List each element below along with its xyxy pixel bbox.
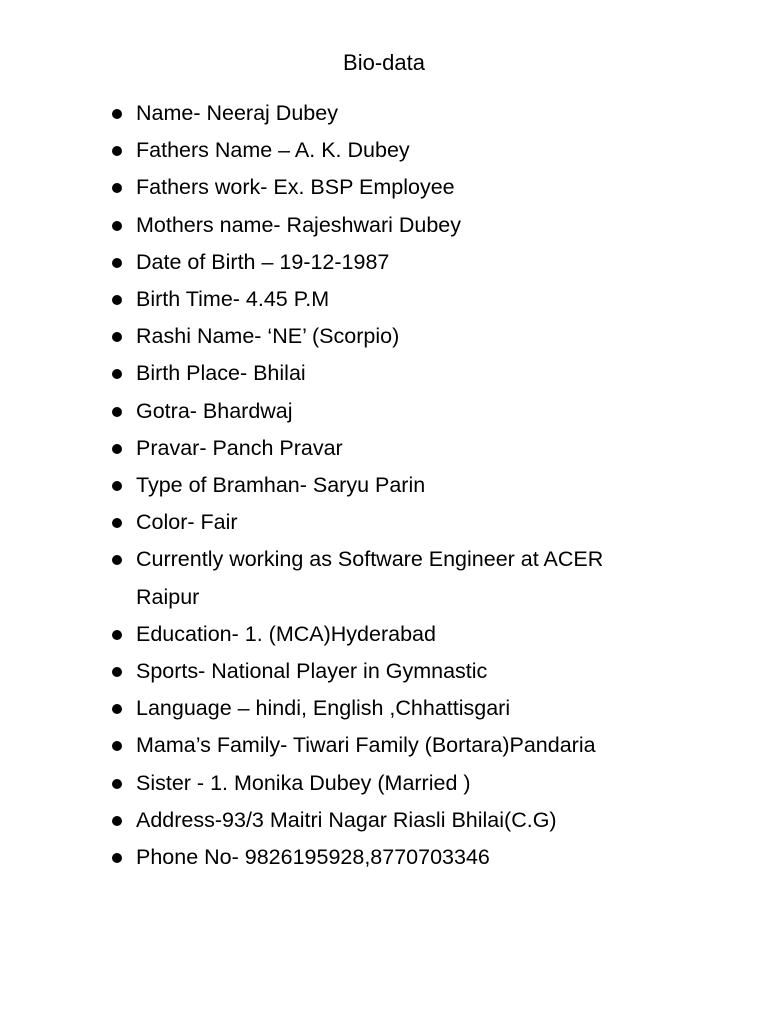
bullet-icon	[112, 109, 122, 119]
list-item-text: Fathers Name – A. K. Dubey	[136, 138, 410, 163]
list-item-sports	[0, 653, 700, 690]
list-item-text: Mama’s Family- Tiwari Family (Bortara)Pandaria	[136, 733, 596, 758]
bullet-icon	[112, 295, 122, 305]
list-item-pravar	[0, 430, 700, 467]
bullet-icon	[112, 444, 122, 454]
list-item-text: Language – hindi, English ,Chhattisgari	[136, 696, 511, 721]
list-item-text: Phone No- 9826195928,8770703346	[136, 845, 490, 870]
list-item-rashi-name	[0, 318, 700, 355]
list-item-education	[0, 616, 700, 653]
list-item-text: Date of Birth – 19-12-1987	[136, 249, 390, 274]
bio-list	[0, 95, 700, 876]
bullet-icon	[112, 816, 122, 826]
list-item-text: Currently working as Software Engineer at ACER Raipur	[136, 547, 604, 609]
list-item-text: Birth Place- Bhilai	[136, 361, 306, 386]
bullet-icon	[112, 221, 122, 231]
list-item-mothers-name	[0, 207, 700, 244]
list-item-text: Birth Time- 4.45 P.M	[136, 287, 330, 312]
list-item-color	[0, 504, 700, 541]
bullet-icon	[112, 481, 122, 491]
list-item-type-of-bramhan	[0, 467, 700, 504]
bullet-icon	[112, 741, 122, 751]
list-item-birth-time	[0, 281, 700, 318]
list-item-sister	[0, 765, 700, 802]
list-item-date-of-birth	[0, 244, 700, 281]
bullet-icon	[112, 146, 122, 156]
list-item-birth-place	[0, 355, 700, 392]
list-item-text: Type of Bramhan- Saryu Parin	[136, 473, 426, 498]
list-item-text: Pravar- Panch Pravar	[136, 435, 343, 460]
list-item-text: Fathers work- Ex. BSP Employee	[136, 175, 455, 200]
list-item-text: Color- Fair	[136, 510, 238, 535]
bullet-icon	[112, 555, 122, 565]
list-item-text: Gotra- Bhardwaj	[136, 398, 293, 423]
bullet-icon	[112, 779, 122, 789]
bullet-icon	[112, 258, 122, 268]
bullet-icon	[112, 183, 122, 193]
page-title: Bio-data	[343, 50, 425, 75]
list-item-mamas-family	[0, 727, 700, 764]
list-item-text: Rashi Name- ‘NE’ (Scorpio)	[136, 324, 400, 349]
list-item-fathers-name	[0, 132, 700, 169]
list-item-text: Mothers name- Rajeshwari Dubey	[136, 212, 462, 237]
list-item-text: Sister - 1. Monika Dubey (Married )	[136, 770, 471, 795]
list-item-text: Education- 1. (MCA)Hyderabad	[136, 621, 436, 646]
list-item-text: Name- Neeraj Dubey	[136, 101, 338, 125]
bullet-icon	[112, 667, 122, 677]
bullet-icon	[112, 407, 122, 417]
bullet-icon	[112, 332, 122, 342]
list-item-currently-working	[0, 541, 636, 615]
bullet-icon	[112, 704, 122, 714]
list-item-name	[0, 95, 700, 132]
bullet-icon	[112, 853, 122, 863]
bullet-icon	[112, 369, 122, 379]
list-item-address	[0, 802, 700, 839]
list-item-text: Sports- National Player in Gymnastic	[136, 659, 488, 684]
list-item-text: Address-93/3 Maitri Nagar Riasli Bhilai(C.G)	[136, 807, 557, 832]
bullet-icon	[112, 518, 122, 528]
list-item-gotra	[0, 393, 700, 430]
list-item-phone	[0, 839, 700, 876]
bullet-icon	[112, 630, 122, 640]
list-item-fathers-work	[0, 169, 700, 206]
list-item-language	[0, 690, 700, 727]
